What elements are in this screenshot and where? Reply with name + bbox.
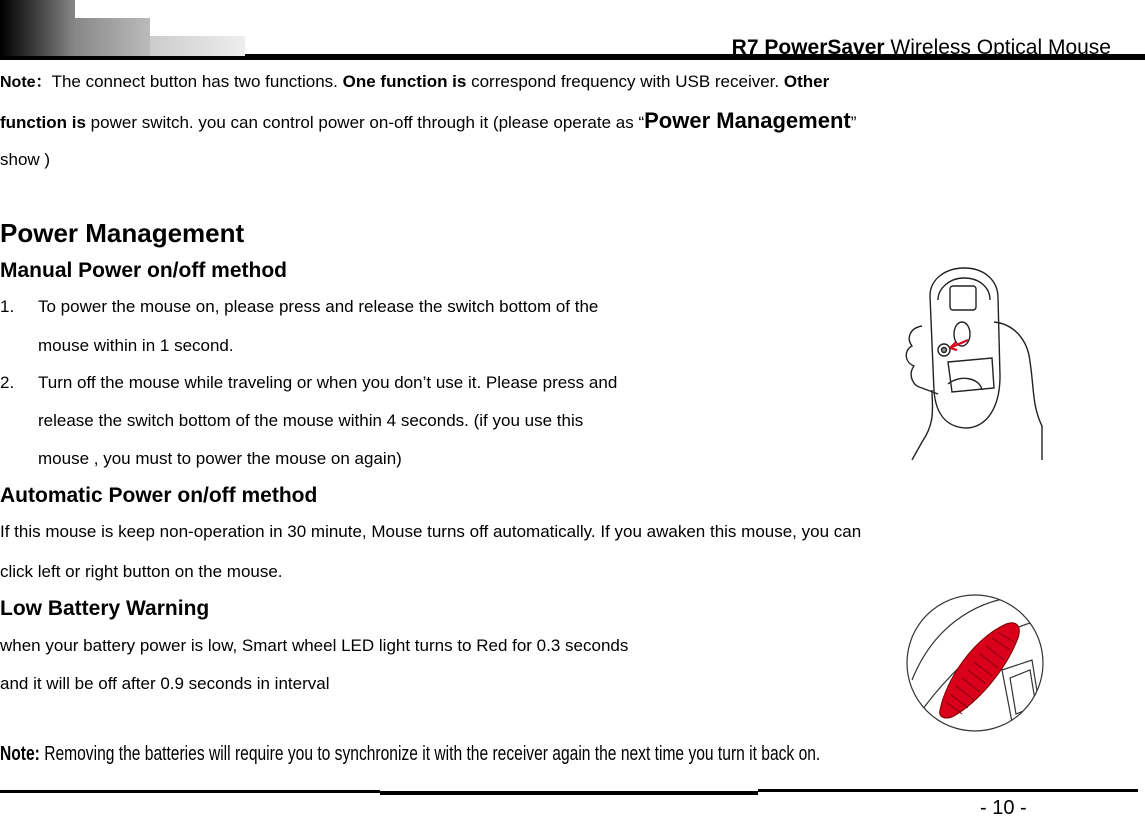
footer-rule: [380, 791, 758, 795]
list-item-line: mouse , you must to power the mouse on again): [38, 449, 402, 468]
header-title: R7 PowerSaver Wireless Optical Mouse: [731, 36, 1111, 59]
list-item-line: Turn off the mouse while traveling or when you don’t use it. Please press and: [38, 373, 618, 392]
list-item-line: To power the mouse on, please press and release the switch bottom of the: [38, 297, 599, 316]
note-line-3: show ): [0, 150, 51, 169]
list-number: 1.: [0, 297, 15, 316]
page-number: - 10 -: [980, 797, 1027, 819]
header-logo-gradient: [0, 0, 245, 58]
list-item-line: mouse within in 1 second.: [38, 336, 234, 355]
scroll-wheel-red-led-illustration: [902, 590, 1048, 736]
list-number: 2.: [0, 373, 15, 392]
automatic-heading: Automatic Power on/off method: [0, 484, 318, 507]
footer-rule: [0, 790, 380, 793]
bottom-note: Note: Removing the batteries will require you to synchronize it with the receiver again the next time you turn it back on.: [0, 743, 821, 765]
automatic-line: click left or right button on the mouse.: [0, 562, 283, 581]
list-item-line: release the switch bottom of the mouse within 4 seconds. (if you use this: [38, 411, 584, 430]
section-title: Power Management: [0, 218, 245, 248]
mouse-underside-hand-illustration: [902, 266, 1044, 460]
note-line-1: Note：The connect button has two functions. One function is correspond frequency with USB receiver. Other: [0, 72, 830, 91]
note-line-2: function is power switch. you can control power on-off through it (please operate as “Power Management”: [0, 108, 857, 133]
battery-heading: Low Battery Warning: [0, 597, 210, 620]
battery-line: and it will be off after 0.9 seconds in interval: [0, 674, 330, 693]
footer-rule: [758, 789, 1138, 792]
manual-heading: Manual Power on/off method: [0, 259, 287, 282]
automatic-line: If this mouse is keep non-operation in 30 minute, Mouse turns off automatically. If you awaken this mouse, you can: [0, 522, 862, 541]
battery-line: when your battery power is low, Smart wheel LED light turns to Red for 0.3 seconds: [0, 636, 629, 655]
